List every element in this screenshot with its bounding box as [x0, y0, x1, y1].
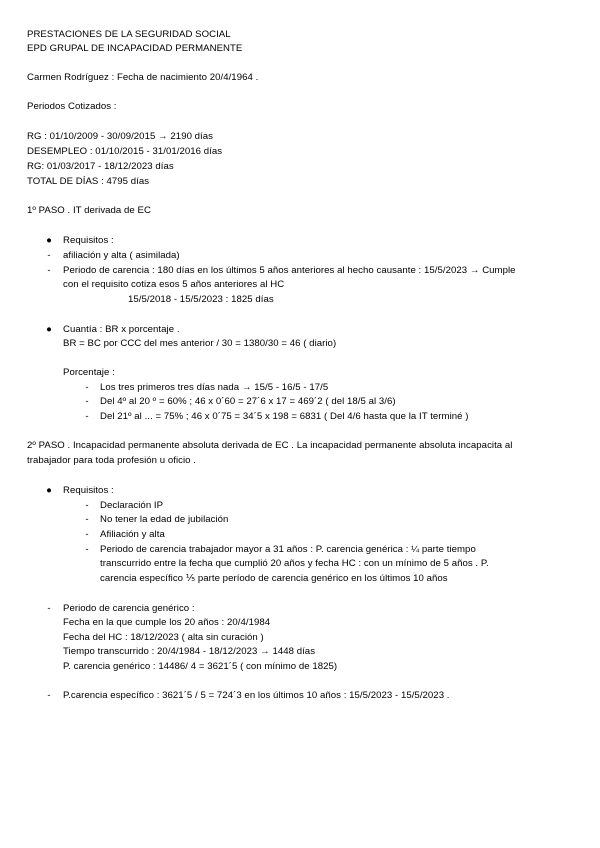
generico-line: P. carencia genérico : 14486/ 4 = 3621´5 ( con mínimo de 1825) — [63, 661, 338, 672]
dash-marker: - — [85, 382, 89, 393]
periodo-total: TOTAL DE DÍAS : 4795 días — [27, 176, 150, 187]
list-item-continuation: carencia específico ⅕ parte período de carencia genérico en los últimos 10 años — [100, 573, 448, 584]
dash-marker: - — [85, 514, 89, 525]
requisitos-label: Requisitos : — [63, 485, 114, 496]
dash-marker: - — [85, 396, 89, 407]
paso2-title-continuation: trabajador para toda profesión u oficio . — [27, 455, 196, 466]
list-item-detail: 15/5/2018 - 15/5/2023 : 1825 días — [128, 294, 274, 305]
list-item: No tener la edad de jubilación — [100, 514, 229, 525]
requisitos-label: Requisitos : — [63, 235, 114, 246]
person-info: Carmen Rodríguez : Fecha de nacimiento 20/4/1964 . — [27, 72, 259, 83]
dash-marker: - — [85, 529, 89, 540]
header-title: PRESTACIONES DE LA SEGURIDAD SOCIAL — [27, 29, 231, 40]
list-item: Declaración IP — [100, 500, 164, 511]
list-item: Los tres primeros tres días nada → 15/5 - 16/5 - 17/5 — [100, 382, 329, 393]
periodo-line: RG: 01/03/2017 - 18/12/2023 días — [27, 161, 174, 172]
bullet-marker: ● — [46, 324, 52, 335]
porcentaje-label: Porcentaje : — [63, 367, 115, 378]
bullet-marker: ● — [46, 485, 52, 496]
header-subtitle: EPD GRUPAL DE INCAPACIDAD PERMANENTE — [27, 43, 243, 54]
dash-marker: - — [47, 250, 51, 261]
bullet-marker: ● — [46, 235, 52, 246]
dash-marker: - — [47, 265, 51, 276]
cuantia-label: Cuantía : BR x porcentaje . — [63, 324, 180, 335]
generico-line: Tiempo transcurrido : 20/4/1984 - 18/12/2023 → 1448 días — [63, 646, 316, 657]
dash-marker: - — [85, 544, 89, 555]
dash-marker: - — [47, 603, 51, 614]
dash-marker: - — [85, 500, 89, 511]
list-item: Del 21º al ... = 75% ; 46 x 0´75 = 34´5 x 198 = 6831 ( Del 4/6 hasta que la IT terminé ) — [100, 411, 469, 422]
dash-marker: - — [85, 411, 89, 422]
list-item: Periodo de carencia : 180 días en los últimos 5 años anteriores al hecho causante : 15/5/2023 → Cumple — [63, 265, 516, 276]
generico-label: Periodo de carencia genérico : — [63, 603, 195, 614]
generico-line: Fecha en la que cumple los 20 años : 20/4/1984 — [63, 617, 271, 628]
paso2-title: 2º PASO . Incapacidad permanente absoluta derivada de EC . La incapacidad permanente absoluta incapacita al — [27, 440, 513, 451]
periodos-title: Periodos Cotizados : — [27, 101, 117, 112]
periodo-line: DESEMPLEO : 01/10/2015 - 31/01/2016 días — [27, 146, 223, 157]
list-item: Afiliación y alta — [100, 529, 165, 540]
especifico-line: P.carencia específico : 3621´5 / 5 = 724´3 en los últimos 10 años : 15/5/2023 - 15/5/2023 . — [63, 690, 450, 701]
list-item: Periodo de carencia trabajador mayor a 31 años : P. carencia genérica : ¼ parte tiempo — [100, 544, 476, 555]
periodo-line: RG : 01/10/2009 - 30/09/2015 → 2190 días — [27, 131, 214, 142]
cuantia-formula: BR = BC por CCC del mes anterior / 30 = 1380/30 = 46 ( diario) — [63, 338, 337, 349]
paso1-title: 1º PASO . IT derivada de EC — [27, 205, 151, 216]
list-item: Del 4º al 20 º = 60% ; 46 x 0´60 = 27´6 x 17 = 469´2 ( del 18/5 al 3/6) — [100, 396, 396, 407]
dash-marker: - — [47, 690, 51, 701]
list-item: afiliación y alta ( asimilada) — [63, 250, 180, 261]
generico-line: Fecha del HC : 18/12/2023 ( alta sin curación ) — [63, 632, 264, 643]
list-item-continuation: con el requisito cotiza esos 5 años anteriores al HC — [63, 279, 285, 290]
list-item-continuation: transcurrido entre la fecha que cumplió 20 años y fecha HC : con un mínimo de 5 años . P. — [100, 558, 489, 569]
